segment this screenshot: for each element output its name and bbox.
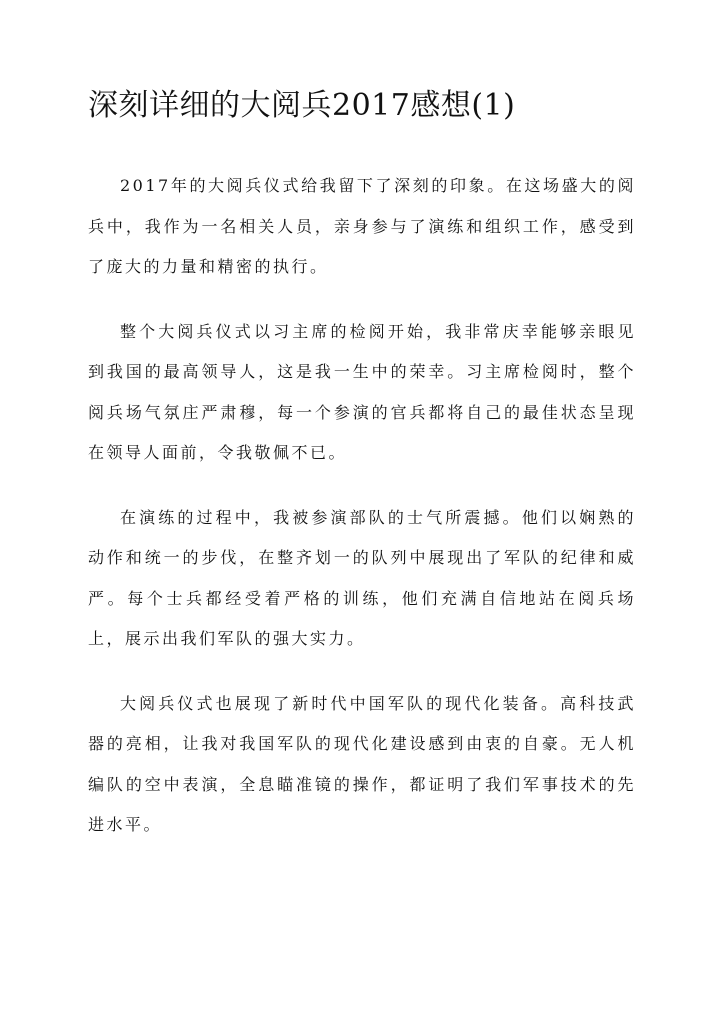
paragraph-2: 整个大阅兵仪式以习主席的检阅开始，我非常庆幸能够亲眼见到我国的最高领导人，这是我一生中的荣幸。习主席检阅时，整个阅兵场气氛庄严肃穆，每一个参演的官兵都将自己的最佳状态呈现在领导人面前，令我敬佩不已。 bbox=[88, 321, 636, 462]
paragraph-1: 2017年的大阅兵仪式给我留下了深刻的印象。在这场盛大的阅兵中，我作为一名相关人员，亲身参与了演练和组织工作，感受到了庞大的力量和精密的执行。 bbox=[88, 176, 636, 276]
page-title: 深刻详细的大阅兵2017感想(1) bbox=[88, 88, 516, 123]
paragraph-3: 在演练的过程中，我被参演部队的士气所震撼。他们以娴熟的动作和统一的步伐，在整齐划一的队列中展现出了军队的纪律和威严。每个士兵都经受着严格的训练，他们充满自信地站在阅兵场上，展示出我们军队的强大实力。 bbox=[88, 507, 636, 648]
paragraph-4: 大阅兵仪式也展现了新时代中国军队的现代化装备。高科技武器的亮相，让我对我国军队的现代化建设感到由衷的自豪。无人机编队的空中表演，全息瞄准镜的操作，都证明了我们军事技术的先进水平。 bbox=[88, 693, 636, 834]
document-body bbox=[88, 166, 636, 870]
